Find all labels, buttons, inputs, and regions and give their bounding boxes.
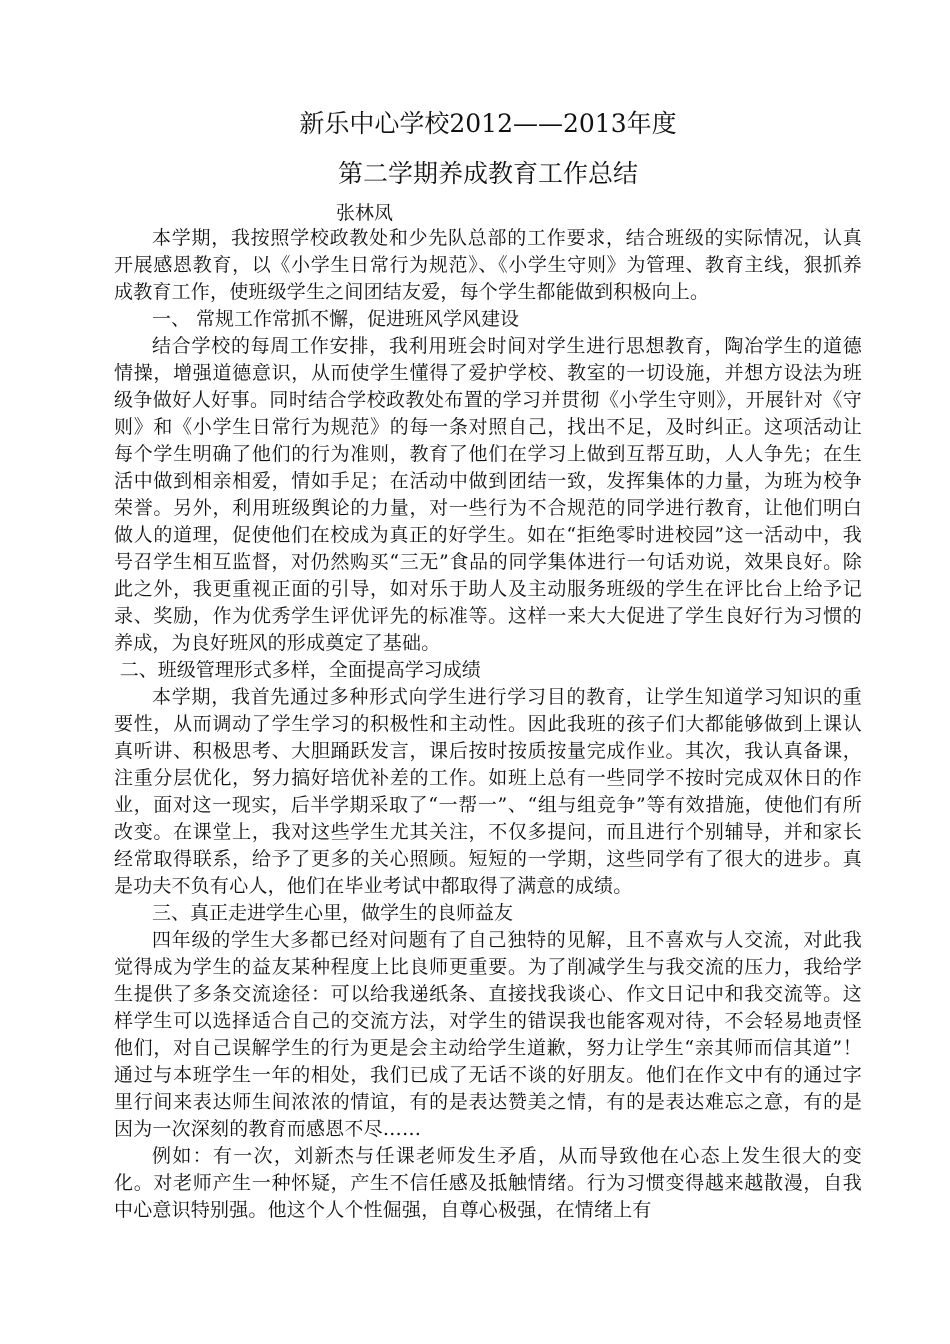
section1-heading: 一、 常规工作常抓不懈，促进班风学风建设 xyxy=(152,308,520,330)
author-name: 张林凤 xyxy=(336,202,394,224)
section1-paragraph: 结合学校的每周工作安排，我利用班会时间对学生进行思想教育，陶冶学生的道德情操，增强道德意识，从而使学生懂得了爱护学校、教室的一切设施，并想方设法为班级争做好人好事。同时结合学校政教处布置的学习并贯彻《小学生守则》，开展针对《守则》和《小学生日常行为规范》的每一条对照自己，找出不足，及时纠正。这项活动让每个学生明确了他们的行为准则，教育了他们在学习上做到互帮互助，人人争先；在生活中做到相亲相爱，情如手足；在活动中做到团结一致，发挥集体的力量，为班为校争荣誉。另外，利用班级舆论的力量，对一些行为不合规范的同学进行教育，让他们明白做人的道理，促使他们在校成为真正的好学生。如在“拒绝零时进校园”这一活动中，我号召学生相互监督，对仍然购买“三无”食品的同学集体进行一句话劝说，效果良好。除此之外，我更重视正面的引导，如对乐于助人及主动服务班级的学生在评比台上给予记录、奖励，作为优秀学生评优评先的标准等。这样一来大大促进了学生良好行为习惯的养成，为良好班风的形成奠定了基础。 xyxy=(114,335,862,654)
document-title-line1: 新乐中心学校2012——2013年度 xyxy=(299,109,677,138)
example-paragraph: 例如：有一次，刘新杰与任课老师发生矛盾，从而导致他在心态上发生很大的变化。对老师产生一种怀疑，产生不信任感及抵触情绪。行为习惯变得越来越散漫，自我中心意识特别强。他这个人个性倔强，自尊心极强，在情绪上有 xyxy=(114,1145,862,1221)
section2-heading: 二、班级管理形式多样，全面提高学习成绩 xyxy=(119,659,481,681)
document-body xyxy=(114,225,862,1224)
section3-paragraph: 四年级的学生大多都已经对问题有了自己独特的见解，且不喜欢与人交流，对此我觉得成为学生的益友某种程度上比良师更重要。为了削减学生与我交流的压力，我给学生提供了多条交流途径：可以给我递纸条、直接找我谈心、作文日记中和我交流等。这样学生可以选择适合自己的交流方法，对学生的错误我也能客观对待，不会轻易地责怪他们，对自己误解学生的行为更是会主动给学生道歉，努力让学生“亲其师而信其道”！ 通过与本班学生一年的相处，我们已成了无话不谈的好朋友。他们在作文中有的通过字里行间来表达师生间浓浓的情谊，有的是表达赞美之情，有的是表达难忘之意，有的是因为一次深刻的教育而感恩不尽…… xyxy=(114,929,862,1140)
intro-paragraph: 本学期，我按照学校政教处和少先队总部的工作要求，结合班级的实际情况，认真开展感恩教育，以《小学生日常行为规范》、《小学生守则》为管理、教育主线，狠抓养成教育工作，使班级学生之间团结友爱，每个学生都能做到积极向上。 xyxy=(114,227,862,303)
section2-paragraph: 本学期，我首先通过多种形式向学生进行学习目的教育，让学生知道学习知识的重要性，从而调动了学生学习的积极性和主动性。因此我班的孩子们大都能够做到上课认真听讲、积极思考、大胆踊跃发言，课后按时按质按量完成作业。其次，我认真备课，注重分层优化，努力搞好培优补差的工作。如班上总有一些同学不按时完成双休日的作业，面对这一现实，后半学期采取了“一帮一”、“组与组竞争”等有效措施，使他们有所改变。在课堂上，我对这些学生尤其关注，不仅多提问，而且进行个别辅导，并和家长经常取得联系，给予了更多的关心照顾。短短的一学期，这些同学有了很大的进步。真是功夫不负有心人，他们在毕业考试中都取得了满意的成绩。 xyxy=(114,686,862,897)
document-title-line2: 第二学期养成教育工作总结 xyxy=(337,159,638,188)
section3-heading: 三、真正走进学生心里，做学生的良师益友 xyxy=(152,902,514,924)
